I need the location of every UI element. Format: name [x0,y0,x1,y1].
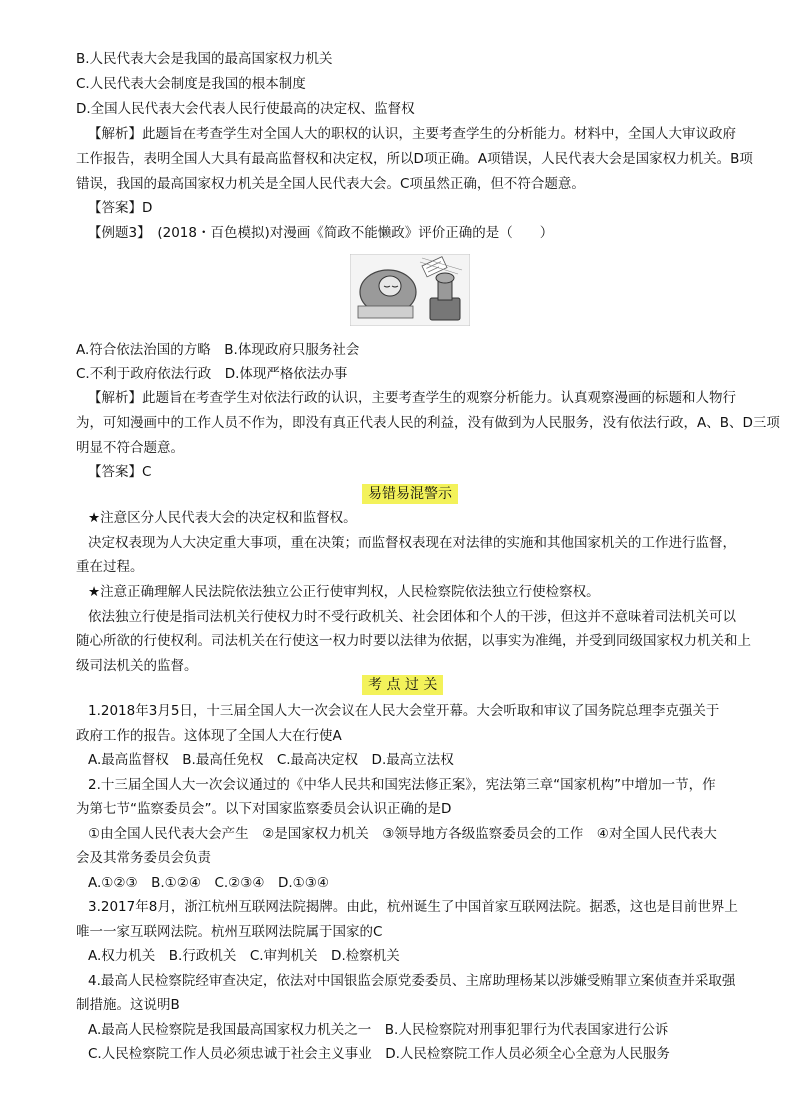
note-line: 决定权表现为人大决定重大事项，重在决策；而监督权表现在对法律的实施和其他国家机关的工作进行监督， [88,535,736,551]
answer-line: 【答案】D [88,200,153,216]
analysis-line: 【解析】此题旨在考查学生对依法行政的认识，主要考查学生的观察分析能力。认真观察漫画的标题和人物行 [88,390,736,406]
analysis-line: 错误，我国的最高国家权力机关是全国人民代表大会。C项虽然正确，但不符合题意。 [76,176,585,192]
analysis-line: 明显不符合题意。 [76,440,184,456]
note-line: 随心所欲的行使权利。司法机关在行使这一权力时要以法律为依据，以事实为准绳，并受到同级国家权力机关和上 [76,633,751,649]
question-3: 唯一一家互联网法院。杭州互联网法院属于国家的C [76,924,383,940]
desk [358,306,413,318]
option-c: C.人民代表大会制度是我国的根本制度 [76,76,306,92]
example-options: A.符合依法治国的方略 B.体现政府只服务社会 [76,342,360,358]
question-1-options: A.最高监督权 B.最高任免权 C.最高决定权 D.最高立法权 [88,752,454,768]
question-2: 2.十三届全国人大一次会议通过的《中华人民共和国宪法修正案》，宪法第三章“国家机构”中增加一节，作 [88,777,716,793]
question-3: 3.2017年8月，浙江杭州互联网法院揭牌。由此，杭州诞生了中国首家互联网法院。据悉，这也是目前世界上 [88,899,738,915]
note-line: 依法独立行使是指司法机关行使权力时不受行政机关、社会团体和个人的干涉，但这并不意味着司法机关可以 [88,609,736,625]
note-line: ★注意区分人民代表大会的决定权和监督权。 [88,510,357,526]
question-1: 1.2018年3月5日，十三届全国人大一次会议在人民大会堂开幕。大会听取和审议了国务院总理李克强关于 [88,703,720,719]
analysis-line: 【解析】此题旨在考查学生对全国人大的职权的认识，主要考查学生的分析能力。材料中，全国人大审议政府 [88,126,736,142]
question-4-options: C.人民检察院工作人员必须忠诚于社会主义事业 D.人民检察院工作人员必须全心全意为人民服务 [88,1046,670,1062]
question-2-options: A.①②③ B.①②④ C.②③④ D.①③④ [88,875,329,891]
answer-line: 【答案】C [88,464,152,480]
question-3-options: A.权力机关 B.行政机关 C.审判机关 D.检察机关 [88,948,400,964]
stamp-base [430,298,460,320]
question-4: 4.最高人民检察院经审查决定，依法对中国银监会原党委委员、主席助理杨某以涉嫌受贿罪立案侦查并采取强 [88,973,736,989]
note-line: 级司法机关的监督。 [76,658,198,674]
option-d: D.全国人民代表大会代表人民行使最高的决定权、监督权 [76,101,415,117]
analysis-line: 为，可知漫画中的工作人员不作为，即没有真正代表人民的利益，没有做到为人民服务，没有依法行政，A、B、D三项 [76,415,780,431]
question-2-statements: ①由全国人民代表大会产生 ②是国家权力机关 ③领导地方各级监察委员会的工作 ④对全国人民代表大 [88,826,717,842]
section-heading-warning: 易错易混警示 [362,484,458,504]
question-1: 政府工作的报告。这体现了全国人大在行使A [76,728,342,744]
question-4: 制措施。这说明B [76,997,180,1013]
question-2: 为第七节“监察委员会”。以下对国家监察委员会认识正确的是D [76,801,452,817]
note-line: 重在过程。 [76,559,144,575]
note-line: ★注意正确理解人民法院依法独立公正行使审判权，人民检察院依法独立行使检察权。 [88,584,600,600]
analysis-line: 工作报告，表明全国人大具有最高监督权和决定权，所以D项正确。A项错误，人民代表大会是国家权力机关。B项 [76,151,753,167]
option-b: B.人民代表大会是我国的最高国家权力机关 [76,51,333,67]
section-heading-checkpoint: 考 点 过 关 [362,675,443,695]
question-4-options: A.最高人民检察院是我国最高国家权力机关之一 B.人民检察院对刑事犯罪行为代表国家进行公诉 [88,1022,669,1038]
cartoon-image [350,254,470,326]
example-question: 【例题3】 (2018・百色模拟)对漫画《简政不能懒政》评价正确的是（ ） [88,225,554,241]
example-options: C.不利于政府依法行政 D.体现严格依法办事 [76,366,348,382]
question-2-statements: 会及其常务委员会负责 [76,850,211,866]
